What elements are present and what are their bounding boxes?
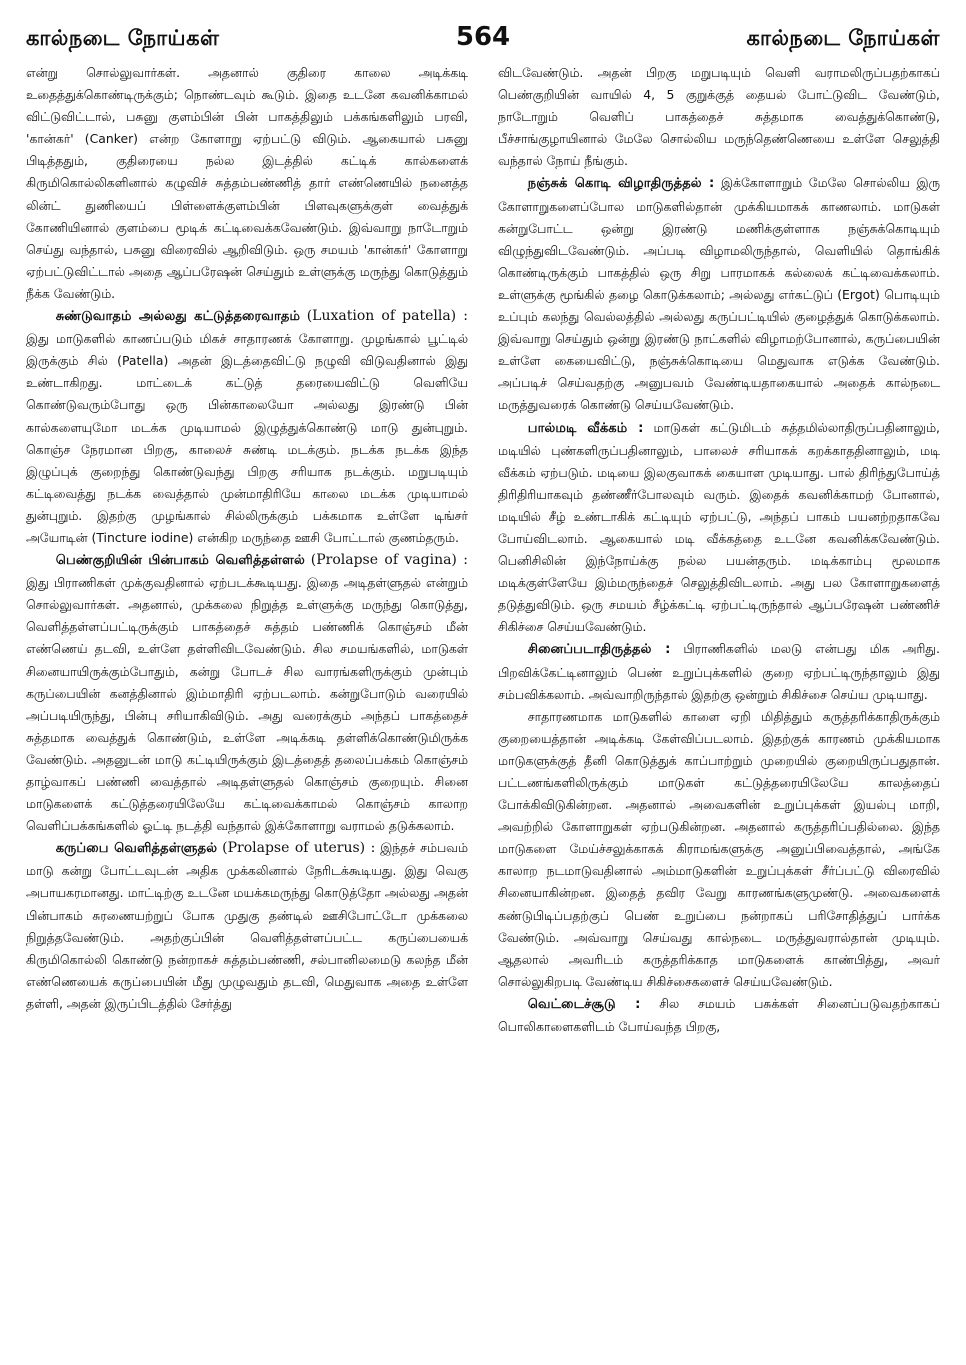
paragraph-text: இது பிராணிகள் முக்குவதினால் ஏற்படக்கூடியது. இதை அடிதள்ளுதல் என்றும் சொல்லுவார்கள். அதனால், முக்கலை நிறுத்த உள்ளுக்கு மருந்து கொடுத்து, வெளித்தள்ளப்பட்டிருக்கும் பாகத்தைச் சுத்தம் பண்ணிக் கொஞ்சம் மீன் எண்ணெய் தடவி, உள்ளே தள்ளிவிடவேண்டும். சில சமயங்களில், மாடுகள் சினையாயிருக்கும்போதும், கன்று போடச் சில வாரங்களிருக்கும் முன்பும் கருப்பையின் கனத்தினால் இம்மாதிரி ஏற்படலாம். கன்றுபோடும் வரையில் அப்படியிருந்து, பின்பு சரியாகிவிடும். அது வரைக்கும் அந்தப் பாகத்தைச் சுத்தமாக வைத்துக் கொண்டும், உள்ளே அடிக்கடி தள்ளிக்கொண்டுமிருக்க வேண்டும். அதனுடன் மாடு கட்டியிருக்கும் இடத்தைத் தலைப்பக்கம் கொஞ்சம் தாழ்வாகப் பண்ணி வைத்தால் அடிதள்ளுதல் கொஞ்சம் குறையும். சினை மாடுகளைக் கட்டுத்தரையிலேயே கட்டிவைக்காமல் கொஞ்சம் காலாற வெளிப்பக்கங்களில் ஓட்டி நடத்தி வந்தால் இக்கோளாறு வராமல் தடுக்கலாம். bbox=[26, 575, 468, 834]
section-heading-latin: (Prolapse of vagina) : bbox=[310, 552, 468, 569]
page-header bbox=[26, 22, 940, 56]
paragraph bbox=[26, 305, 468, 549]
header-left-title: கால்நடை நோய்கள் bbox=[26, 26, 220, 50]
paragraph bbox=[26, 837, 468, 1015]
section-heading-latin: (Luxation of patella) : bbox=[306, 308, 468, 325]
paragraph: விடவேண்டும். அதன் பிறகு மறுபடியும் வெளி வராமலிருப்பதற்காகப் பெண்குறியின் வாயில் 4, 5 குறுக்குத் தையல் போட்டுவிட வேண்டும், நாடோறும் வெளிப் பாகத்தைச் சுத்தமாக வைத்துக்கொண்டு, பீச்சாங்குழாயினால் மேலே சொல்லிய மருந்தெண்ணெயை உள்ளே செலுத்தி வந்தால் நோய் நீங்கும். bbox=[498, 65, 940, 169]
paragraph bbox=[498, 993, 940, 1038]
left-column bbox=[26, 62, 468, 1358]
paragraph-text: பிராணிகளில் மலடு என்பது மிக அரிது. பிறவிக்கேட்டினாலும் பெண் உறுப்புக்களில் குறை ஏற்பட்டிருந்தாலும் இது சம்பவிக்கலாம். அவ்வாறிருந்தால் இதற்கு ஒன்றும் சிகிச்சை செய்ய முடியாது. bbox=[498, 641, 940, 702]
section-heading: வெட்டைச்சூடு : bbox=[527, 996, 641, 1012]
right-column bbox=[498, 62, 940, 1358]
paragraph bbox=[26, 549, 468, 837]
section-heading: நஞ்சுக் கொடி விழாதிருத்தல் : bbox=[527, 176, 715, 192]
section-heading: கருப்பை வெளித்தள்ளுதல் bbox=[55, 841, 218, 857]
section-heading: பெண்குறியின் பின்பாகம் வெளித்தள்ளல் bbox=[55, 553, 305, 569]
section-heading: சினைப்படாதிருத்தல் : bbox=[527, 642, 671, 658]
paragraph-text: இக்கோளாறும் மேலே சொல்லிய இரு கோளாறுகளைப்போல மாடுகளில்தான் முக்கியமாகக் காணலாம். மாடுகள் கன்றுபோட்ட ஒன்று இரண்டு மணிக்குள்ளாக நஞ்சுக்கொடியும் விழுந்துவிடவேண்டும். அப்படி விழாமலிருந்தால், வெளியில் தொங்கிக் கொண்டிருக்கும் பாகத்தில் ஒரு சிறு பாரமாகக் கல்லைக் கட்டிவைக்கலாம். உள்ளுக்கு மூங்கில் தழை கொடுக்கலாம்; அல்லது எர்கட்டுப் (Ergot) பொடியும் உப்பும் கலந்து வெல்லத்தில் அல்லது கருப்பட்டியில் குழைத்துக் கொடுக்கலாம். இவ்வாறு செய்தும் ஒன்று இரண்டு நாட்களில் விழாமற்போனால், கருப்பையின் உள்ளே கையைவிட்டு, நஞ்சுக்கொடியை மெதுவாக எடுக்க வேண்டும். அப்படிச் செய்வதற்கு அனுபவம் வேண்டியதாகையால் அதைக் கால்நடை மருத்துவரைக் கொண்டு செய்யவேண்டும். bbox=[498, 175, 940, 413]
paragraph bbox=[498, 417, 940, 639]
page-number: 564 bbox=[455, 22, 511, 52]
paragraph bbox=[498, 638, 940, 705]
paragraph bbox=[498, 172, 940, 416]
paragraph-text: இது மாடுகளில் காணப்படும் மிகச் சாதாரணக் கோளாறு. முழங்கால் பூட்டில் இருக்கும் சில் (Patella) அதன் இடத்தைவிட்டு நழுவி விடுவதினால் இது உண்டாகிறது. மாட்டைக் கட்டுத் தரையைவிட்டு வெளியே கொண்டுவரும்போது ஒரு பின்காலையோ அல்லது இரண்டு பின் கால்களையுமோ மடக்க முடியாமல் இழுத்துக்கொண்டு மாடு துன்புறும். கொஞ்ச நேரமான பிறகு, காலைச் சுண்டி மடக்கும். நடக்க நடக்க இந்த இழுப்புக் குறைந்து கொண்டுவந்து பிறகு சரியாக நடக்கும். மறுபடியும் கட்டிவைத்து நடக்க வைத்தால் முன்மாதிரியே காலை மடக்க முடியாமல் துன்புறும். இதற்கு முழங்கால் சில்லிருக்கும் பக்கமாக உள்ளே டிங்சர் அயோடின் (Tincture iodine) என்கிற மருந்தை ஊசி போட்டால் குணம்தரும். bbox=[26, 331, 468, 545]
paragraph: என்று சொல்லுவார்கள். அதனால் குதிரை காலை அடிக்கடி உதைத்துக்கொண்டிருக்கும்; நொண்டவும் கூடும். இதை உடனே கவனிக்காமல் விட்டுவிட்டால், பசுனு குளம்பின் பின் பாகத்திலும் பக்கங்களிலும் பரவி, 'கான்கர்' (Canker) என்ற கோளாறு ஏற்பட்டு விடும். ஆகையால் பசுனு பிடித்ததும், குதிரையை நல்ல இடத்தில் கட்டிக் கால்களைக் கிருமிகொல்லிகளினால் கழுவிச் சுத்தம்பண்ணித் தார் எண்ணெயில் நனைத்த லின்ட் துணியைப் பிள்ளைக்குளம்பின் பிளவுகளுக்குள் வைத்துக் கோணியினால் குளம்பை மூடிக் கட்டிவைக்கவேண்டும். இவ்வாறு நாடோறும் செய்து வந்தால், பசுனு விரைவில் ஆறிவிடும். ஒரு சமயம் 'கான்கர்' கோளாறு ஏற்பட்டுவிட்டால் அதை ஆப்பரேஷன் செய்தும் உள்ளுக்கு மருந்து கொடுத்தும் நீக்க வேண்டும். bbox=[26, 65, 468, 301]
section-heading: பால்மடி வீக்கம் : bbox=[527, 420, 644, 436]
paragraph: சாதாரணமாக மாடுகளில் காளை ஏறி மிதித்தும் கருத்தரிக்காதிருக்கும் குறையைத்தான் அடிக்கடி கேள்விப்படலாம். இதற்குக் காரணம் முக்கியமாக மாடுகளுக்குத் தீனி கொடுத்துக் காப்பாற்றும் முறையில் குறையிருப்பதுதான். பட்டணங்களிலிருக்கும் மாடுகள் கட்டுத்தரையிலேயே காலத்தைப் போக்கிவிடுகின்றன. அதனால் அவைகளின் உறுப்புக்கள் இயல்பு மாறி, அவற்றில் கோளாறுகள் ஏற்படுகின்றன. அதனால் கருத்தரிப்பதில்லை. இந்த மாடுகளை மேய்ச்சலுக்காகக் கிராமங்களுக்கு அனுப்பிவைத்தால், அங்கே காலாற நடமாடுவதினால் அம்மாடுகளின் உறுப்புக்கள் சீர்ப்பட்டு விரைவில் சினையாகின்றன. இதைத் தவிர வேறு காரணங்களுமுண்டு. அவைகளைக் கண்டுபிடிப்பதற்குப் பெண் உறுப்பை நன்றாகப் பரிசோதித்துப் பார்க்க வேண்டும். அவ்வாறு செய்வது கால்நடை மருத்துவரால்தான் முடியும். ஆதலால் அவரிடம் கருத்தரிக்காத மாடுகளைக் காண்பித்து, அவர் சொல்லுகிறபடி வேண்டிய சிகிச்சைகளைச் செய்யவேண்டும். bbox=[498, 708, 940, 989]
section-heading-latin: (Prolapse of uterus) : bbox=[222, 840, 376, 857]
paragraph-text: சில சமயம் பசுக்கள் சினைப்படுவதற்காகப் பொலிகாளைகளிடம் போய்வந்த பிறகு, bbox=[498, 995, 940, 1035]
section-heading: சுண்டுவாதம் அல்லது கட்டுத்தரைவாதம் bbox=[55, 309, 301, 325]
header-right-title: கால்நடை நோய்கள் bbox=[746, 26, 940, 50]
paragraph-text: இந்தச் சம்பவம் மாடு கன்று போட்டவுடன் அதிக முக்கலினால் நேரிடக்கூடியது. இது வெகு அபாயகரமானது. மாட்டிற்கு உடனே மயக்கமருந்து கொடுத்தோ அல்லது அதன் பின்பாகம் சுரணையற்றுப் போக முதுகு தண்டில் ஊசிபோட்டோ முக்கலை நிறுத்தவேண்டும். அதற்குப்பின் வெளித்தள்ளப்பட்ட கருப்பையைக் கிருமிகொல்லி கொண்டு நன்றாகச் சுத்தம்பண்ணி, சல்பானிலமைடு கலந்த மீன் எண்ணெயைக் கருப்பையின் மீது முழுவதும் தடவி, மெதுவாக அதை உள்ளே தள்ளி, அதன் இருப்பிடத்தில் சேர்த்து bbox=[26, 840, 468, 1011]
paragraph-text: மாடுகள் கட்டுமிடம் சுத்தமில்லாதிருப்பதினாலும், மடியில் புண்களிருப்பதினாலும், பாலைச் சரியாகக் கறக்காததினாலும், மடி வீக்கம் ஏற்படும். மடியை இலகுவாகக் கையாள முடியாது. பால் திரிந்துபோய்த் திரிதிரியாகவும் தண்ணீர்போலவும் வரும். இதைக் கவனிக்காமற் போனால், மடியில் சீழ் உண்டாகிக் கட்டியும் ஏற்பட்டு, அந்தப் பாகம் பயனற்றதாகவே போய்விடலாம். ஆகையால் மடி வீக்கத்தை உடனே கவனிக்கவேண்டும். பெனிசிலின் இந்நோய்க்கு நல்ல பயன்தரும். மடிக்காம்பு மூலமாக மடிக்குள்ளேயே இம்மருந்தைச் செலுத்திவிடலாம். அது பல கோளாறுகளைத் தடுத்துவிடும். ஒரு சமயம் சீழ்க்கட்டி ஏற்பட்டிருந்தால் ஆப்பரேஷன் பண்ணிச் சிகிச்சை செய்யவேண்டும். bbox=[498, 419, 940, 635]
